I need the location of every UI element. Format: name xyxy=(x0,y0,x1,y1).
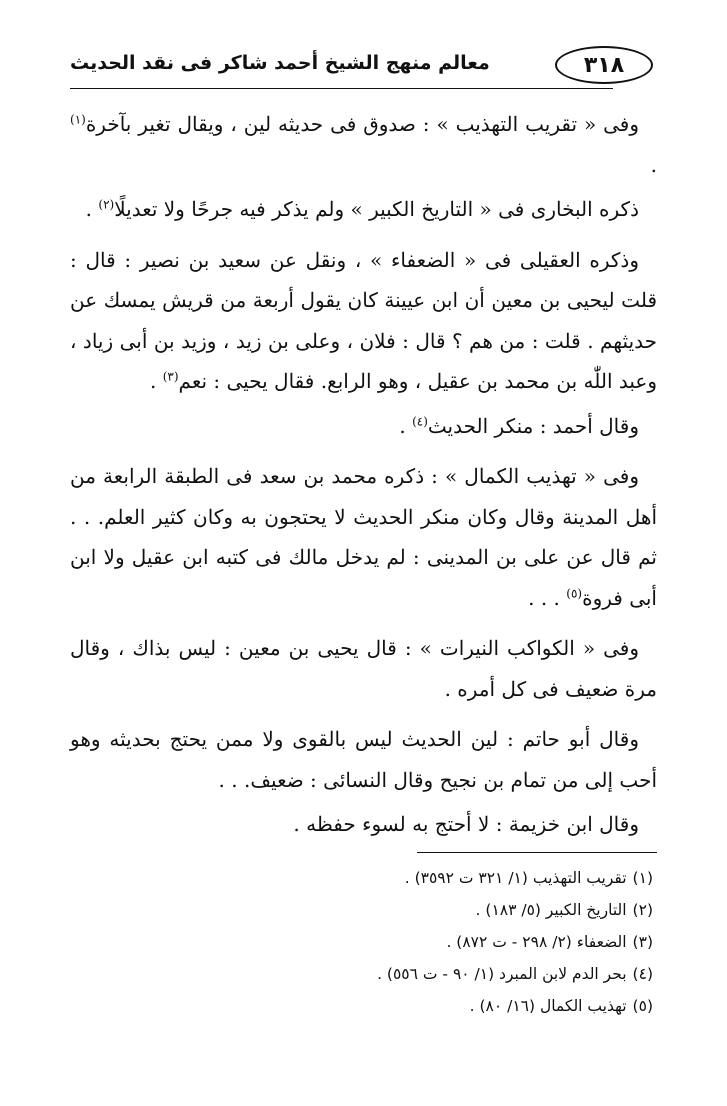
header-rule xyxy=(70,88,613,89)
footnote: (٢)التاريخ الكبير (٥/ ١٨٣) . xyxy=(475,901,653,919)
paragraph: وفى « الكواكب النيرات » : قال يحيى بن معين : ليس بذاك ، وقال مرة ضعيف فى كل أمره . xyxy=(70,636,657,701)
running-title: معالم منهج الشيخ أحمد شاكر فى نقد الحديث xyxy=(70,52,490,74)
main-text xyxy=(70,104,657,855)
footnote: (١)تقريب التهذيب (١/ ٣٢١ ت ٣٥٩٢) . xyxy=(404,869,653,887)
footnote-marker: (١) xyxy=(70,112,86,127)
footnote: (٣)الضعفاء (٢/ ٢٩٨ - ت ٨٧٢) . xyxy=(446,933,653,951)
paragraph: وقال ابن خزيمة : لا أحتج به لسوء حفظه . xyxy=(293,812,639,836)
footnote-marker: (٥) xyxy=(566,585,583,600)
footnote-marker: (٣) xyxy=(162,369,179,384)
paragraph: وقال أبو حاتم : لين الحديث ليس بالقوى ولا ممن يحتج بحديثه وهو أحب إلى من تمام بن نجيح وقال النسائى : ضعيف. . . xyxy=(70,727,657,792)
footnote-marker: (٢) xyxy=(98,197,115,212)
paragraph: ذكره البخارى فى « التاريخ الكبير » ولم يذكر فيه جرحًا ولا تعديلًا$^{(٢)}$ . xyxy=(85,197,639,221)
paragraph: وفى « تهذيب الكمال » : ذكره محمد بن سعد فى الطبقة الرابعة من أهل المدينة وقال وكان منكر الحديث لا يحتجون به وكان كثير العلم. . . ثم قال عن على بن المدينى : لم يدخل مالك فى كتبه ابن عقيل ولا ابن أبى فروة$^{(٥)}$ . . . xyxy=(70,464,657,610)
footnote-rule xyxy=(417,852,657,853)
footnotes xyxy=(70,862,653,1022)
footnote: (٥)تهذيب الكمال (١٦/ ٨٠) . xyxy=(469,997,653,1015)
paragraph: وفى « تقريب التهذيب » : صدوق فى حديثه لين ، ويقال تغير بآخرة$^{(١)}$ . xyxy=(70,112,657,177)
paragraph: وقال أحمد : منكر الحديث$^{(٤)}$ . xyxy=(399,413,639,438)
footnote-marker: (٤) xyxy=(412,413,428,428)
running-header xyxy=(70,40,653,92)
footnote: (٤)بحر الدم لابن المبرد (١/ ٩٠ - ت ٥٥٦) . xyxy=(377,965,653,983)
page-number: ٣١٨ xyxy=(555,46,653,84)
paragraph: وذكره العقيلى فى « الضعفاء » ، ونقل عن سعيد بن نصير : قال : قلت ليحيى بن معين أن ابن عيينة كان يقول أربعة من قريش يمسك عن حديثهم . قلت : من هم ؟ قال : فلان ، وعلى بن زيد ، وزيد بن أبى زياد ، وعبد اللّٰه بن محمد بن عقيل ، وهو الرابع. فقال يحيى : نعم$^{(٣)}$ . xyxy=(70,247,657,393)
